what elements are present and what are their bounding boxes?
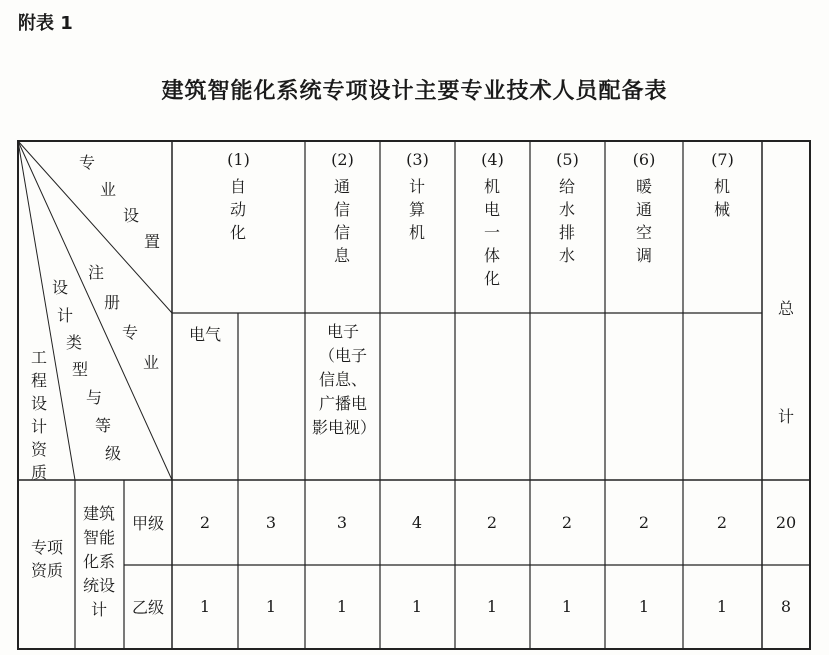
table-cell: 2	[716, 513, 728, 532]
grade-label-a: 甲级	[131, 514, 164, 533]
corner-design-char: 等	[95, 416, 112, 435]
table-cell: 1	[486, 597, 498, 616]
table-cell: 1	[561, 597, 573, 616]
column-name: 机械	[713, 177, 730, 219]
table-cell: 1	[336, 597, 348, 616]
column-name: 机电一体化	[483, 177, 500, 288]
column-number: (3)	[406, 150, 429, 169]
corner-specialty-char: 业	[100, 180, 117, 199]
corner-specialty-char: 设	[123, 206, 140, 225]
table-cell: 2	[638, 513, 650, 532]
corner-design-char: 级	[105, 444, 122, 463]
table-cell: 4	[411, 513, 423, 532]
corner-registered-char: 注	[88, 263, 105, 282]
column-name: 通信信息	[333, 177, 350, 265]
corner-design-char: 设	[52, 278, 69, 297]
grade-label-b: 乙级	[131, 598, 164, 617]
column-name: 计算机	[408, 177, 425, 242]
column-number: (4)	[481, 150, 504, 169]
corner-registered-char: 专	[122, 323, 139, 342]
table-cell: 2	[486, 513, 498, 532]
corner-registered-char: 业	[143, 353, 160, 372]
appendix-label: 附表 1	[18, 13, 73, 34]
table-cell: 1	[638, 597, 650, 616]
column-number: (7)	[711, 150, 734, 169]
table-cell-total: 20	[775, 513, 797, 532]
corner-registered-char: 册	[104, 293, 121, 312]
table-cell: 1	[411, 597, 423, 616]
table-cell: 1	[716, 597, 728, 616]
column-name: 自动化	[229, 177, 246, 242]
corner-design-char: 型	[72, 360, 89, 379]
table-cell: 2	[199, 513, 211, 532]
corner-specialty-char: 置	[144, 232, 161, 251]
column-number: (2)	[331, 150, 354, 169]
corner-design-char: 与	[86, 388, 103, 407]
column-number: (6)	[632, 150, 656, 169]
system-design-label: 建筑智能化系统设计	[82, 504, 115, 619]
table-cell: 1	[265, 597, 277, 616]
corner-design-char: 计	[57, 306, 74, 325]
registered-specialty-electrical: 电气	[188, 325, 221, 344]
table-cell: 2	[561, 513, 573, 532]
column-name: 给水排水	[558, 177, 575, 265]
corner-qualification-label: 工程设计资质	[30, 348, 47, 482]
column-number: (5)	[556, 150, 579, 169]
registered-specialty-electronic: 电子（电子信息、广播电影电视）	[312, 322, 377, 437]
column-name: 暖通空调	[635, 177, 652, 265]
qualification-type-label: 专项资质	[30, 538, 63, 580]
column-number: (1)	[227, 150, 250, 169]
table-cell: 1	[199, 597, 211, 616]
table-cell: 3	[336, 513, 348, 532]
total-header: 总计	[777, 299, 794, 426]
table-cell: 3	[265, 513, 277, 532]
table-cell-total: 8	[780, 597, 792, 616]
corner-specialty-char: 专	[79, 153, 96, 172]
table-title: 建筑智能化系统专项设计主要专业技术人员配备表	[161, 79, 668, 104]
corner-design-char: 类	[66, 333, 83, 352]
